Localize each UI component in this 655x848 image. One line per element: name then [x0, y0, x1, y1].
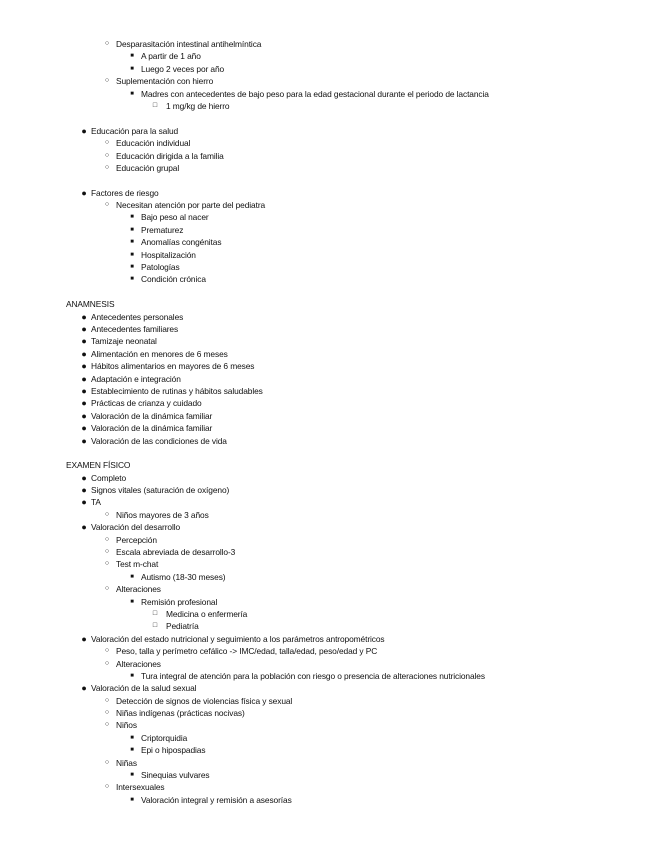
list-item: [0, 311, 640, 323]
list-item: [0, 88, 640, 100]
paragraph-spacer: [0, 286, 640, 298]
list-item: [0, 534, 640, 546]
list-item: [0, 757, 640, 769]
list-item: [0, 249, 640, 261]
list-item-text: Educación para la salud: [91, 125, 179, 136]
bullet-dot-icon: ●: [81, 472, 87, 483]
bullet-list: [0, 472, 640, 807]
bullet-square-icon: ■: [130, 214, 134, 221]
list-item-text: Intersexuales: [116, 782, 165, 793]
list-item-text: Luego 2 veces por año: [141, 63, 225, 74]
list-item: [0, 125, 640, 137]
bullet-square-icon: ■: [130, 226, 134, 233]
list-item-text: Tamizaje neonatal: [91, 336, 157, 347]
list-item-text: Remisión profesional: [141, 596, 218, 607]
list-item: [0, 521, 640, 533]
list-item-text: Detección de signos de violencias física y sexual: [116, 695, 293, 706]
list-item: [0, 38, 640, 50]
list-item-text: Valoración del estado nutricional y seguimiento a los parámetros antropométricos: [91, 633, 385, 644]
bullet-dot-icon: ●: [81, 373, 87, 384]
bullet-circle-icon: ○: [104, 77, 110, 85]
list-item: [0, 199, 640, 211]
list-item: [0, 484, 640, 496]
bullet-list: [0, 311, 640, 447]
list-item: [0, 187, 640, 199]
bullet-dot-icon: ●: [81, 125, 87, 136]
list-item: [0, 719, 640, 731]
list-item: [0, 509, 640, 521]
list-item-text: Prematurez: [141, 224, 184, 235]
list-item-text: Niñas indígenas (prácticas nocivas): [116, 708, 245, 719]
bullet-open-square-icon: □: [152, 101, 158, 109]
bullet-dot-icon: ●: [81, 385, 87, 396]
list-item: [0, 682, 640, 694]
list-item: [0, 794, 640, 806]
list-item-text: Valoración del desarrollo: [91, 522, 181, 533]
list-item: [0, 658, 640, 670]
list-item: [0, 410, 640, 422]
list-item-text: Valoración integral y remisión a asesorías: [141, 794, 292, 805]
list-item: [0, 373, 640, 385]
list-item-text: Medicina o enfermería: [166, 608, 248, 619]
bullet-square-icon: ■: [130, 672, 134, 679]
list-item: [0, 261, 640, 273]
bullet-circle-icon: ○: [104, 535, 110, 543]
list-item-text: Necesitan atención por parte del pediatra: [116, 200, 266, 211]
list-item-text: Niñas: [116, 757, 137, 768]
list-item: [0, 385, 640, 397]
list-item-text: Alimentación en menores de 6 meses: [91, 348, 228, 359]
bullet-circle-icon: ○: [104, 139, 110, 147]
list-item-text: Antecedentes familiares: [91, 323, 179, 334]
bullet-circle-icon: ○: [104, 201, 110, 209]
bullet-dot-icon: ●: [81, 633, 87, 644]
bullet-square-icon: ■: [130, 598, 134, 605]
bullet-square-icon: ■: [130, 251, 134, 258]
list-item-text: Valoración de la salud sexual: [91, 683, 197, 694]
bullet-dot-icon: ●: [81, 323, 87, 334]
list-item-text: Anomalías congénitas: [141, 237, 222, 248]
bullet-square-icon: ■: [130, 65, 134, 72]
bullet-circle-icon: ○: [104, 163, 110, 171]
list-item-text: Factores de riesgo: [91, 187, 159, 198]
bullet-square-icon: ■: [130, 264, 134, 271]
list-item: [0, 645, 640, 657]
bullet-circle-icon: ○: [104, 560, 110, 568]
list-item-text: Percepción: [116, 534, 157, 545]
bullet-dot-icon: ●: [81, 311, 87, 322]
list-item-text: A partir de 1 año: [141, 51, 201, 62]
paragraph-spacer: [0, 447, 640, 459]
list-item: [0, 75, 640, 87]
bullet-square-icon: ■: [130, 734, 134, 741]
list-item-text: Educación grupal: [116, 162, 180, 173]
bullet-open-square-icon: □: [152, 609, 158, 617]
bullet-circle-icon: ○: [104, 40, 110, 47]
bullet-square-icon: ■: [130, 276, 134, 283]
list-item: [0, 670, 640, 682]
list-item-text: Desparasitación intestinal antihelmíntica: [116, 39, 262, 49]
bullet-dot-icon: ●: [81, 423, 87, 434]
list-item-text: Adaptación e integración: [91, 373, 181, 384]
bullet-circle-icon: ○: [104, 721, 110, 729]
list-item: [0, 633, 640, 645]
bullet-circle-icon: ○: [104, 548, 110, 556]
bullet-dot-icon: ●: [81, 348, 87, 359]
bullet-square-icon: ■: [130, 53, 134, 60]
list-item-text: Madres con antecedentes de bajo peso para la edad gestacional durante el periodo de lactancia: [141, 88, 489, 99]
bullet-dot-icon: ●: [81, 187, 87, 198]
bullet-square-icon: ■: [130, 239, 134, 246]
bullet-dot-icon: ●: [81, 683, 87, 694]
list-item-text: Test m-chat: [116, 559, 159, 570]
list-item: [0, 781, 640, 793]
list-item: [0, 571, 640, 583]
list-item-text: TA: [91, 497, 101, 508]
list-item: [0, 769, 640, 781]
list-item: [0, 162, 640, 174]
list-item: [0, 224, 640, 236]
bullet-circle-icon: ○: [104, 151, 110, 159]
list-item: [0, 583, 640, 595]
list-item-text: Hospitalización: [141, 249, 196, 260]
bullet-circle-icon: ○: [104, 659, 110, 667]
bullet-list: [0, 38, 640, 112]
list-item-text: Completo: [91, 472, 127, 483]
list-item: [0, 211, 640, 223]
list-item-text: Signos vitales (saturación de oxígeno): [91, 485, 230, 496]
list-item: [0, 608, 640, 620]
bullet-circle-icon: ○: [104, 709, 110, 717]
list-item: [0, 546, 640, 558]
list-item: [0, 137, 640, 149]
bullet-open-square-icon: □: [152, 622, 158, 630]
list-item: [0, 397, 640, 409]
list-item: [0, 496, 640, 508]
document-body: [0, 38, 640, 806]
list-item-text: Pediatría: [166, 621, 199, 632]
bullet-square-icon: ■: [130, 747, 134, 754]
paragraph-spacer: [0, 112, 640, 124]
list-item: [0, 435, 640, 447]
list-item-text: Epi o hipospadias: [141, 745, 206, 756]
list-item: [0, 335, 640, 347]
list-item-text: Escala abreviada de desarrollo-3: [116, 547, 236, 558]
list-item: [0, 695, 640, 707]
list-item: [0, 596, 640, 608]
bullet-circle-icon: ○: [104, 783, 110, 791]
list-item-text: Niños mayores de 3 años: [116, 509, 209, 520]
list-item: [0, 348, 640, 360]
list-item-text: Autismo (18-30 meses): [141, 571, 226, 582]
bullet-square-icon: ■: [130, 573, 134, 580]
paragraph-spacer: [0, 174, 640, 186]
list-item-text: Valoración de la dinámica familiar: [91, 410, 213, 421]
bullet-dot-icon: ●: [81, 361, 87, 372]
list-item: [0, 150, 640, 162]
bullet-dot-icon: ●: [81, 485, 87, 496]
bullet-list: [0, 125, 640, 175]
list-item-text: Sinequias vulvares: [141, 770, 210, 781]
list-item: [0, 732, 640, 744]
section-heading: EXAMEN FÍSICO: [66, 460, 131, 471]
list-item: [0, 558, 640, 570]
bullet-dot-icon: ●: [81, 398, 87, 409]
list-item: [0, 707, 640, 719]
list-item: [0, 100, 640, 112]
bullet-circle-icon: ○: [104, 647, 110, 655]
bullet-dot-icon: ●: [81, 410, 87, 421]
bullet-square-icon: ■: [130, 90, 134, 97]
list-item-text: Establecimiento de rutinas y hábitos saludables: [91, 385, 263, 396]
list-item: [0, 63, 640, 75]
list-item: [0, 744, 640, 756]
list-item: [0, 620, 640, 632]
bullet-list: [0, 187, 640, 286]
list-item-text: Peso, talla y perímetro cefálico -> IMC/edad, talla/edad, peso/edad y PC: [116, 646, 378, 657]
list-item-text: Educación individual: [116, 138, 191, 149]
list-item-text: Valoración de las condiciones de vida: [91, 435, 227, 446]
bullet-circle-icon: ○: [104, 585, 110, 593]
list-item: [0, 273, 640, 285]
list-item-text: Suplementación con hierro: [116, 76, 214, 87]
bullet-dot-icon: ●: [81, 497, 87, 508]
list-item: [0, 236, 640, 248]
bullet-square-icon: ■: [130, 772, 134, 779]
list-item: [0, 472, 640, 484]
list-item-text: Niños: [116, 720, 137, 731]
list-item: [0, 323, 640, 335]
list-item-text: Hábitos alimentarios en mayores de 6 meses: [91, 361, 255, 372]
list-item: [0, 50, 640, 62]
list-item-text: Educación dirigida a la familia: [116, 150, 224, 161]
list-item-text: Tura integral de atención para la población con riesgo o presencia de alteraciones nutricionales: [141, 670, 485, 681]
bullet-circle-icon: ○: [104, 696, 110, 704]
bullet-dot-icon: ●: [81, 435, 87, 446]
bullet-dot-icon: ●: [81, 336, 87, 347]
list-item-text: 1 mg/kg de hierro: [166, 100, 230, 111]
list-item-text: Bajo peso al nacer: [141, 212, 209, 223]
section-heading: ANAMNESIS: [66, 299, 115, 310]
list-item-text: Patologías: [141, 262, 180, 273]
list-item-text: Antecedentes personales: [91, 311, 184, 322]
list-item-text: Valoración de la dinámica familiar: [91, 423, 213, 434]
bullet-dot-icon: ●: [81, 522, 87, 533]
bullet-square-icon: ■: [130, 796, 134, 803]
bullet-circle-icon: ○: [104, 510, 110, 518]
list-item-text: Criptorquidia: [141, 732, 188, 743]
list-item-text: Prácticas de crianza y cuidado: [91, 398, 202, 409]
bullet-circle-icon: ○: [104, 758, 110, 766]
list-item-text: Alteraciones: [116, 658, 161, 669]
list-item: [0, 422, 640, 434]
list-item: [0, 360, 640, 372]
list-item-text: Condición crónica: [141, 274, 206, 285]
list-item-text: Alteraciones: [116, 584, 161, 595]
